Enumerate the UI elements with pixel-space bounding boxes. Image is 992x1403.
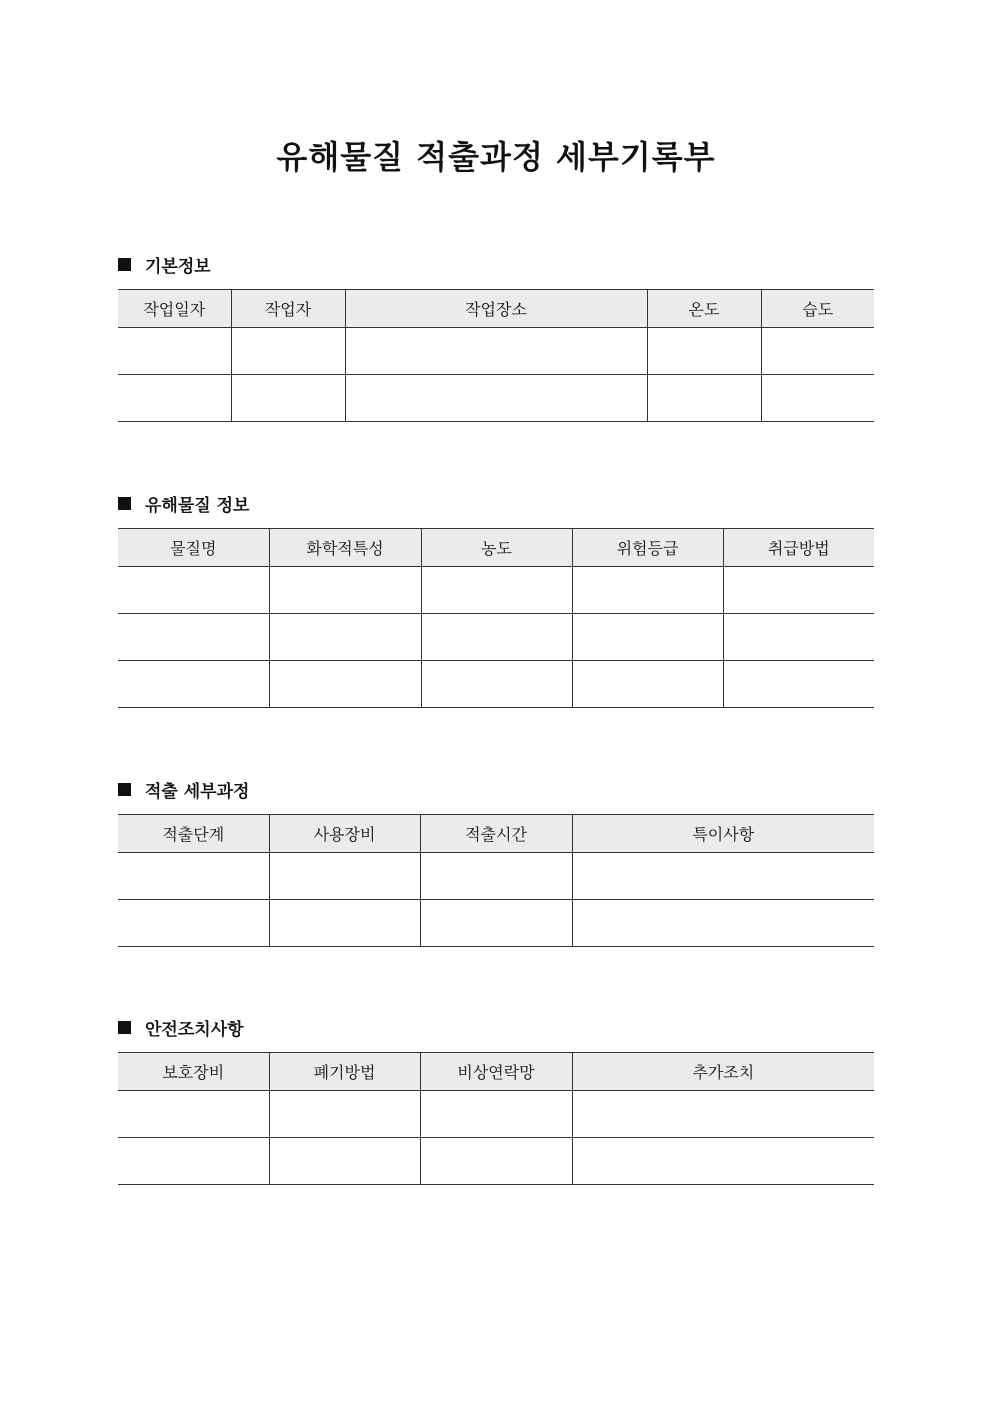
- input-cell[interactable]: [421, 614, 572, 661]
- table-row: [118, 661, 874, 708]
- input-cell[interactable]: [572, 614, 723, 661]
- input-cell[interactable]: [118, 900, 269, 947]
- column-header: 비상연락망: [420, 1053, 572, 1091]
- table-row: [118, 328, 874, 375]
- table-header-row: [118, 290, 874, 328]
- column-header: 추가조치: [572, 1053, 874, 1091]
- input-cell[interactable]: [231, 375, 345, 422]
- input-cell[interactable]: [269, 1138, 420, 1185]
- table-header-row: [118, 529, 874, 567]
- input-cell[interactable]: [118, 614, 269, 661]
- column-header: 위험등급: [572, 529, 723, 567]
- input-cell[interactable]: [572, 900, 874, 947]
- input-cell[interactable]: [572, 1138, 874, 1185]
- extraction-process-table: [118, 814, 874, 947]
- column-header: 취급방법: [723, 529, 874, 567]
- column-header: 적출단계: [118, 815, 269, 853]
- input-cell[interactable]: [118, 1091, 269, 1138]
- column-header: 온도: [647, 290, 761, 328]
- section-heading-label: 유해물질 정보: [145, 495, 250, 516]
- input-cell[interactable]: [231, 328, 345, 375]
- input-cell[interactable]: [269, 614, 421, 661]
- table-row: [118, 614, 874, 661]
- section-heading: [118, 491, 874, 515]
- input-cell[interactable]: [572, 1091, 874, 1138]
- column-header: 작업장소: [345, 290, 647, 328]
- column-header: 화학적특성: [269, 529, 421, 567]
- section-heading: [118, 1015, 874, 1039]
- square-bullet-icon: [118, 1021, 131, 1034]
- table-row: [118, 375, 874, 422]
- input-cell[interactable]: [269, 661, 421, 708]
- input-cell[interactable]: [572, 567, 723, 614]
- table-row: [118, 900, 874, 947]
- column-header: 보호장비: [118, 1053, 269, 1091]
- safety-measures-table: [118, 1052, 874, 1185]
- input-cell[interactable]: [647, 375, 761, 422]
- input-cell[interactable]: [269, 900, 420, 947]
- input-cell[interactable]: [420, 900, 572, 947]
- table-row: [118, 1091, 874, 1138]
- input-cell[interactable]: [420, 853, 572, 900]
- column-header: 작업일자: [118, 290, 231, 328]
- input-cell[interactable]: [118, 853, 269, 900]
- section-heading-label: 안전조치사항: [145, 1019, 244, 1040]
- column-header: 습도: [761, 290, 874, 328]
- basic-info-table: [118, 289, 874, 422]
- input-cell[interactable]: [420, 1138, 572, 1185]
- column-header: 적출시간: [420, 815, 572, 853]
- input-cell[interactable]: [118, 567, 269, 614]
- section-extraction-process: [118, 777, 874, 947]
- column-header: 물질명: [118, 529, 269, 567]
- input-cell[interactable]: [345, 328, 647, 375]
- input-cell[interactable]: [723, 567, 874, 614]
- section-basic-info: [118, 252, 874, 422]
- input-cell[interactable]: [723, 661, 874, 708]
- section-heading-label: 적출 세부과정: [145, 781, 250, 802]
- square-bullet-icon: [118, 497, 131, 510]
- input-cell[interactable]: [572, 661, 723, 708]
- input-cell[interactable]: [269, 567, 421, 614]
- table-header-row: [118, 1053, 874, 1091]
- column-header: 특이사항: [572, 815, 874, 853]
- input-cell[interactable]: [118, 328, 231, 375]
- table-row: [118, 853, 874, 900]
- input-cell[interactable]: [761, 328, 874, 375]
- input-cell[interactable]: [118, 661, 269, 708]
- page-title: 유해물질 적출과정 세부기록부: [276, 138, 716, 176]
- column-header: 사용장비: [269, 815, 420, 853]
- column-header: 농도: [421, 529, 572, 567]
- column-header: 작업자: [231, 290, 345, 328]
- input-cell[interactable]: [572, 853, 874, 900]
- section-heading: [118, 252, 874, 276]
- input-cell[interactable]: [761, 375, 874, 422]
- section-hazardous-material-info: [118, 491, 874, 708]
- input-cell[interactable]: [118, 375, 231, 422]
- input-cell[interactable]: [345, 375, 647, 422]
- input-cell[interactable]: [421, 567, 572, 614]
- column-header: 폐기방법: [269, 1053, 420, 1091]
- input-cell[interactable]: [269, 853, 420, 900]
- hazardous-material-table: [118, 528, 874, 708]
- input-cell[interactable]: [118, 1138, 269, 1185]
- section-safety-measures: [118, 1015, 874, 1185]
- section-heading-label: 기본정보: [145, 256, 211, 277]
- input-cell[interactable]: [421, 661, 572, 708]
- square-bullet-icon: [118, 258, 131, 271]
- table-row: [118, 567, 874, 614]
- table-header-row: [118, 815, 874, 853]
- square-bullet-icon: [118, 783, 131, 796]
- input-cell[interactable]: [723, 614, 874, 661]
- input-cell[interactable]: [647, 328, 761, 375]
- section-heading: [118, 777, 874, 801]
- table-row: [118, 1138, 874, 1185]
- input-cell[interactable]: [420, 1091, 572, 1138]
- input-cell[interactable]: [269, 1091, 420, 1138]
